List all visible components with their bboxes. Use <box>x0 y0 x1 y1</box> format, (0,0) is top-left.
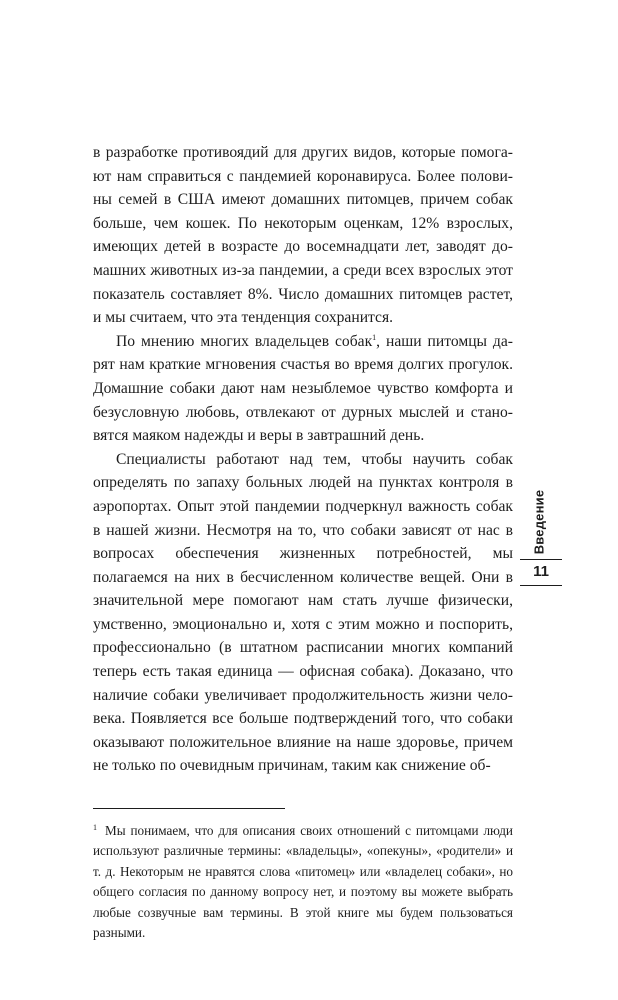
paragraph-2 <box>93 330 513 448</box>
page-number-rule-bottom <box>520 585 562 586</box>
footnote-reference[interactable]: 1 <box>372 332 377 342</box>
page-number-rule-top <box>520 559 562 560</box>
page-body <box>93 141 513 943</box>
paragraph-2-lead: По мнению многих владельцев собак <box>116 332 373 350</box>
paragraph-2-rest: наши питомцы дарят нам краткие мгновения счастья во время долгих прогулок. Домашние собаки дают нам незыблемое чувство комфорта и безусловную любовь, отвлекают от дурных мыслей и становятся маяком надежды и веры в завтрашний день. <box>93 332 513 445</box>
paragraph-2-comma: , <box>376 332 381 350</box>
paragraph-1: в разработке противоядий для других видов, которые помогают нам справиться с пандемией коронавируса. Более половины семей в США имеют домашних питомцев, причем собак больше, чем кошек. По некоторым оценкам, 12% взрослых, имеющих детей в возрасте до восемнадцати лет, заводят домашних животных из-за пандемии, а среди всех взрослых этот показатель составляет 8%. Число домашних питомцев растет, и мы считаем, что эта тенденция сохранится. <box>93 144 513 327</box>
footnote-divider <box>93 808 285 809</box>
page-number: 11 <box>533 563 549 580</box>
footnote-marker: 1 <box>93 823 97 833</box>
paragraph-3: Специалисты работают над тем, чтобы научить собак определять по запаху больных людей на пунктах контроля в аэропортах. Опыт этой пандемии подчеркнул важность собак в нашей жизни. Несмотря на то, что собаки зависят от нас в вопросах обеспечения жизненных потребностей, мы полагаемся на них в бесчисленном количестве вещей. Они в значительной мере помогают нам стать лучше физически, умственно, эмоционально и, хотя с этим можно и поспорить, профессионально (в штатном расписании многих компаний теперь есть такая единица — офисная собака). Доказано, что наличие собаки увеличивает продолжительность жизни человека. Появляется все больше подтверждений того, что собаки оказывают положительное влияние на наше здоровье, причем не только по очевидным причинам, таким как снижение об- <box>93 450 513 775</box>
footnote <box>93 821 513 943</box>
chapter-title <box>528 489 550 555</box>
chapter-title-text: Введение <box>531 489 547 555</box>
footnote-text: Мы понимаем, что для описания своих отношений с питомцами люди используют различные термины: «владельцы», «опекуны», «родители» и т. д. Некоторым не нравятся слова «питомец» или «владелец собаки», но общего согласия по данному вопросу нет, и поэтому вы можете выбрать любые созвучные вам термины. В этой книге мы будем пользоваться разными. <box>93 823 513 941</box>
